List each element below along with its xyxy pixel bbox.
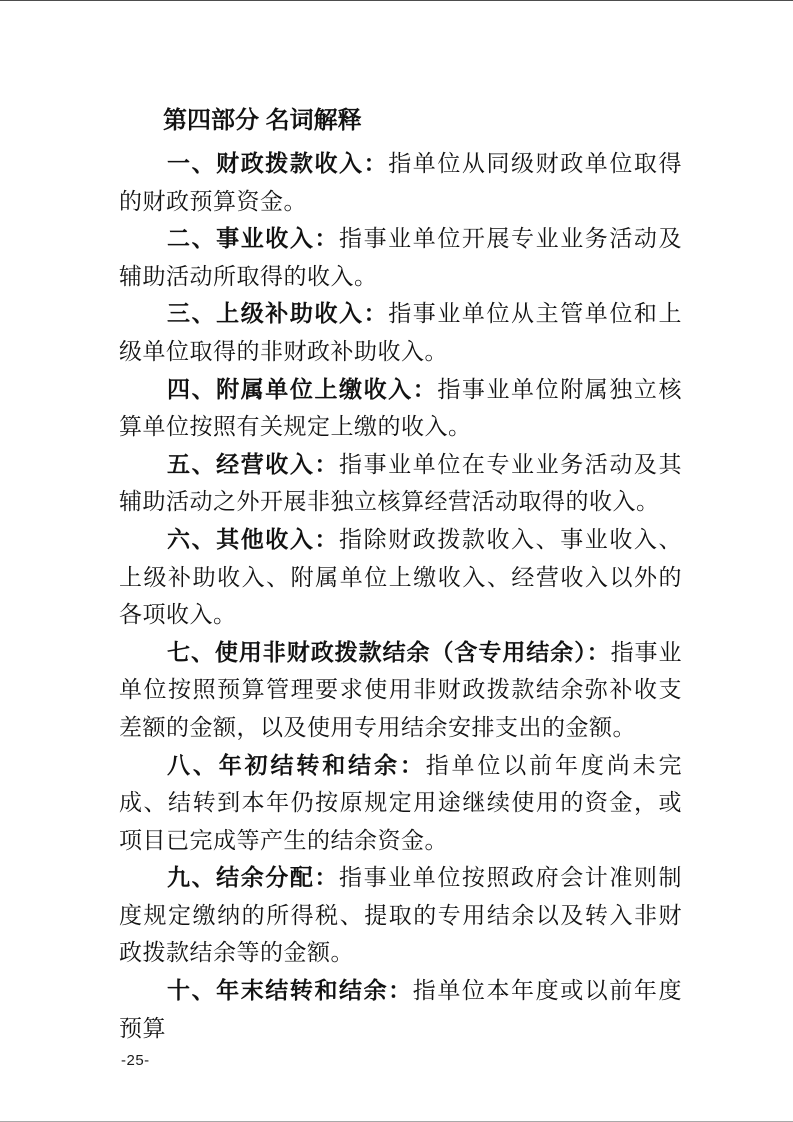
term-definition: 指事业单位按照政府会计准则制度规定缴纳的所得税、提取的专用结余以及转入非财政拨款结余等的金额。 [119,865,683,966]
definition-paragraph [119,747,682,860]
term-definition: 指除财政拨款收入、事业收入、上级补助收入、附属单位上缴收入、经营收入以外的各项收入。 [119,526,683,628]
definition-paragraph [119,220,682,295]
page-content [119,101,682,1047]
definition-paragraph [119,371,682,446]
term-definition: 指事业单位从主管单位和上级单位取得的非财政补助收入。 [119,301,683,364]
term-label: 九、结余分配： [167,865,340,891]
term-label: 一、财政拨款收入： [167,151,389,176]
page-number: -25- [121,1052,150,1069]
term-definition: 指单位以前年度尚未完成、结转到本年仍按原规定用途继续使用的资金，或项目已完成等产生的结余资金。 [119,752,683,853]
definition-paragraph [119,634,682,747]
term-label: 七、使用非财政拨款结余（含专用结余）： [167,639,611,665]
term-label: 五、经营收入： [167,451,340,477]
term-definition: 指事业单位在专业业务活动及其辅助活动之外开展非独立核算经营活动取得的收入。 [119,451,683,515]
term-label: 二、事业收入： [167,226,340,252]
definition-paragraph [119,446,682,521]
term-label: 四、附属单位上缴收入： [167,376,438,402]
term-label: 十、年末结转和结余： [167,978,413,1004]
term-definition: 指事业单位按照预算管理要求使用非财政拨款结余弥补收支差额的金额，以及使用专用结余安排支出的金额。 [119,639,683,740]
definition-paragraph [119,859,682,972]
definition-paragraph [119,521,682,634]
section-heading: 第四部分 名词解释 [163,107,362,134]
definition-paragraph [119,295,682,370]
term-definition: 指事业单位附属独立核算单位按照有关规定上缴的收入。 [119,376,683,440]
definitions-list [119,145,682,1047]
term-label: 三、上级补助收入： [167,301,389,327]
definition-paragraph [119,972,682,1047]
term-label: 六、其他收入： [167,526,340,552]
definition-paragraph [119,145,682,220]
term-definition: 指单位本年度或以前年度预算 [119,978,683,1041]
term-label: 八、年初结转和结余： [167,752,426,778]
term-definition: 指单位从同级财政单位取得的财政预算资金。 [119,151,683,214]
term-definition: 指事业单位开展专业业务活动及辅助活动所取得的收入。 [119,226,683,289]
